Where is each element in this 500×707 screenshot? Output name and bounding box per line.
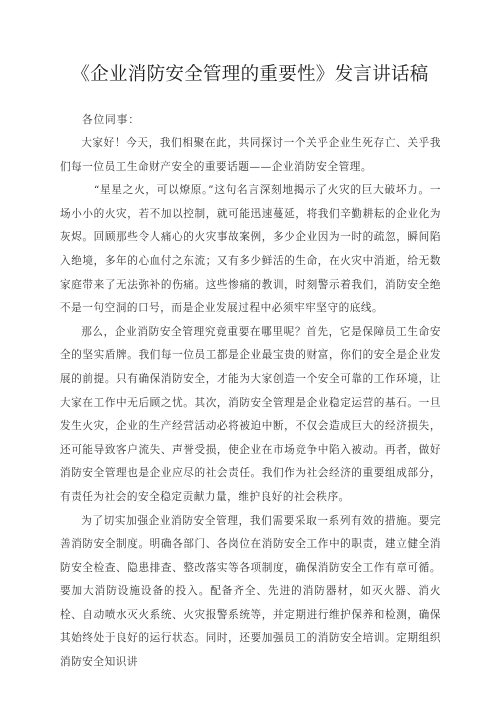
paragraph-fire-warning: “星星之火，可以燎原。”这句名言深刻地揭示了火灾的巨大破坏力。一场小小的火灾，若不加以控制，就可能迅速蔓延，将我们辛勤耕耘的企业化为灰烬。回顾那些令人痛心的火灾事故案例，多少企业因为一时的疏忽，瞬间陷入绝境，多年的心血付之东流；又有多少鲜活的生命，在火灾中消逝，给无数家庭带来了无法弥补的伤痛。这些惨痛的教训，时刻警示着我们，消防安全绝不是一句空洞的口号，而是企业发展过程中必须牢牢坚守的底线。 xyxy=(60,184,441,315)
paragraph-opening: 大家好！今天，我们相聚在此，共同探讨一个关乎企业生死存亡、关乎我们每一位员工生命财产安全的重要话题——企业消防安全管理。 xyxy=(60,137,441,173)
paragraph-importance: 那么，企业消防安全管理究竟重要在哪里呢？首先，它是保障员工生命安全的坚实盾牌。我们每一位员工都是企业最宝贵的财富，你们的安全是企业发展的前提。只有确保消防安全，才能为大家创造一个安全可靠的工作环境，让大家在工作中无后顾之忧。其次，消防安全管理是企业稳定运营的基石。一旦发生火灾，企业的生产经营活动必将被迫中断，不仅会造成巨大的经济损失，还可能导致客户流失、声誉受损，使企业在市场竞争中陷入被动。再者，做好消防安全管理也是企业应尽的社会责任。我们作为社会经济的重要组成部分，有责任为社会的安全稳定贡献力量，维护良好的社会秩序。 xyxy=(60,325,441,503)
salutation: 各位同事： xyxy=(82,114,140,126)
paragraph-measures: 为了切实加强企业消防安全管理，我们需要采取一系列有效的措施。要完善消防安全制度。明确各部门、各岗位在消防安全工作中的职责，建立健全消防安全检查、隐患排查、整改落实等各项制度，确保消防安全工作有章可循。要加大消防设施设备的投入。配备齐全、先进的消防器材，如灭火器、消火栓、自动喷水灭火系统、火灾报警系统等，并定期进行维护保养和检测，确保其始终处于良好的运行状态。同时，还要加强员工的消防安全培训。定期组织消防安全知识讲 xyxy=(60,514,441,669)
document-body xyxy=(60,132,441,675)
document-title: 《企业消防安全管理的重要性》发言讲话稿 xyxy=(71,64,429,85)
